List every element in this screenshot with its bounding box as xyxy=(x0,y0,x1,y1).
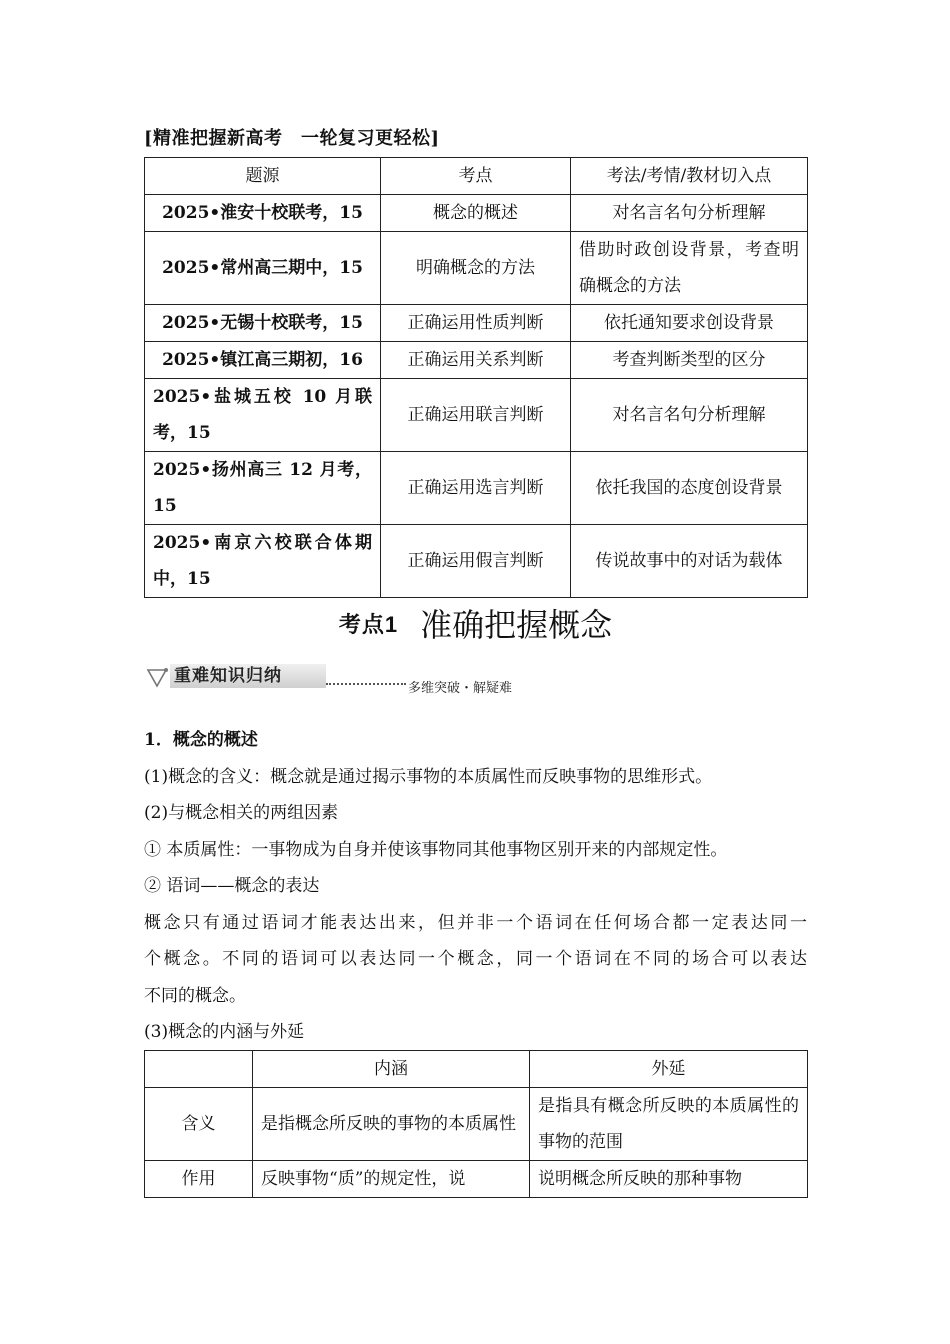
paragraph: (1)概念的含义：概念就是通过揭示事物的本质属性而反映事物的思维形式。 xyxy=(144,766,713,787)
table-header-row xyxy=(145,1051,808,1088)
topic-cell: 正确运用假言判断 xyxy=(381,525,571,598)
table-row xyxy=(145,342,808,379)
method-cell: 借助时政创设背景，考查明确概念的方法 xyxy=(571,232,808,305)
source-cell: 2025•盐城五校 10 月联考，15 xyxy=(145,379,381,452)
method-cell: 对名言名句分析理解 xyxy=(571,195,808,232)
topic-cell: 概念的概述 xyxy=(381,195,571,232)
paragraph: ② 语词——概念的表达 xyxy=(144,876,320,896)
section-number: 考点1 xyxy=(338,611,399,637)
page-header: [精准把握新高考 一轮复习更轻松] xyxy=(144,128,440,149)
table-row xyxy=(145,305,808,342)
source-cell: 2025•镇江高三期初，16 xyxy=(145,342,381,379)
banner-subtitle: 多维突破・解疑难 xyxy=(408,681,513,696)
table-header-cell xyxy=(145,1051,253,1088)
table-header-row xyxy=(145,158,808,195)
topic-cell: 正确运用关系判断 xyxy=(381,342,571,379)
topic-cell: 明确概念的方法 xyxy=(381,232,571,305)
source-cell: 2025•南京六校联合体期中，15 xyxy=(145,525,381,598)
table-header-cell: 题源 xyxy=(145,158,381,195)
subheading: 1．概念的概述 xyxy=(144,730,258,750)
body-text xyxy=(144,722,807,1051)
paragraph-line: 概念只有通过语词才能表达出来，但并非一个语词在任何场合都一定表达同一 xyxy=(144,912,807,933)
method-cell: 对名言名句分析理解 xyxy=(571,379,808,452)
table-row xyxy=(145,232,808,305)
topic-cell: 正确运用联言判断 xyxy=(381,379,571,452)
table-row xyxy=(145,1161,808,1198)
table-row xyxy=(145,379,808,452)
table-row xyxy=(145,525,808,598)
topic-cell: 正确运用性质判断 xyxy=(381,305,571,342)
table-header-cell: 外延 xyxy=(530,1051,808,1088)
triangle-icon xyxy=(146,668,168,690)
topic-cell: 正确运用选言判断 xyxy=(381,452,571,525)
table-cell: 是指具有概念所反映的本质属性的事物的范围 xyxy=(530,1088,808,1161)
source-table xyxy=(144,157,808,598)
method-cell: 考查判断类型的区分 xyxy=(571,342,808,379)
paragraph: (3)概念的内涵与外延 xyxy=(144,1022,305,1042)
paragraph: (2)与概念相关的两组因素 xyxy=(144,803,339,823)
banner-dots xyxy=(326,683,406,685)
section-title xyxy=(144,600,807,646)
table-row xyxy=(145,1088,808,1161)
method-cell: 依托我国的态度创设背景 xyxy=(571,452,808,525)
source-cell: 2025•无锡十校联考，15 xyxy=(145,305,381,342)
paragraph-line: 个概念。不同的语词可以表达同一个概念，同一个语词在不同的场合可以表达 xyxy=(144,949,807,969)
section-banner xyxy=(144,660,564,696)
table-cell: 是指概念所反映的事物的本质属性 xyxy=(253,1088,530,1161)
row-label-cell: 含义 xyxy=(145,1088,253,1161)
section-heading: 准确把握概念 xyxy=(420,606,613,644)
banner-label: 重难知识归纳 xyxy=(174,666,282,686)
table-header-cell: 考法/考情/教材切入点 xyxy=(571,158,808,195)
source-cell: 2025•淮安十校联考，15 xyxy=(145,195,381,232)
table-header-cell: 内涵 xyxy=(253,1051,530,1088)
row-label-cell: 作用 xyxy=(145,1161,253,1198)
table-cell: 说明概念所反映的那种事物 xyxy=(530,1161,808,1198)
method-cell: 传说故事中的对话为载体 xyxy=(571,525,808,598)
source-cell: 2025•常州高三期中，15 xyxy=(145,232,381,305)
source-cell: 2025•扬州高三 12 月考，15 xyxy=(145,452,381,525)
paragraph: ① 本质属性：一事物成为自身并使该事物同其他事物区别开来的内部规定性。 xyxy=(144,839,728,860)
table-cell: 反映事物“质”的规定性，说 xyxy=(253,1161,530,1198)
compare-table xyxy=(144,1050,808,1198)
table-header-cell: 考点 xyxy=(381,158,571,195)
paragraph-line: 不同的概念。 xyxy=(144,985,246,1006)
method-cell: 依托通知要求创设背景 xyxy=(571,305,808,342)
table-row xyxy=(145,452,808,525)
table-row xyxy=(145,195,808,232)
